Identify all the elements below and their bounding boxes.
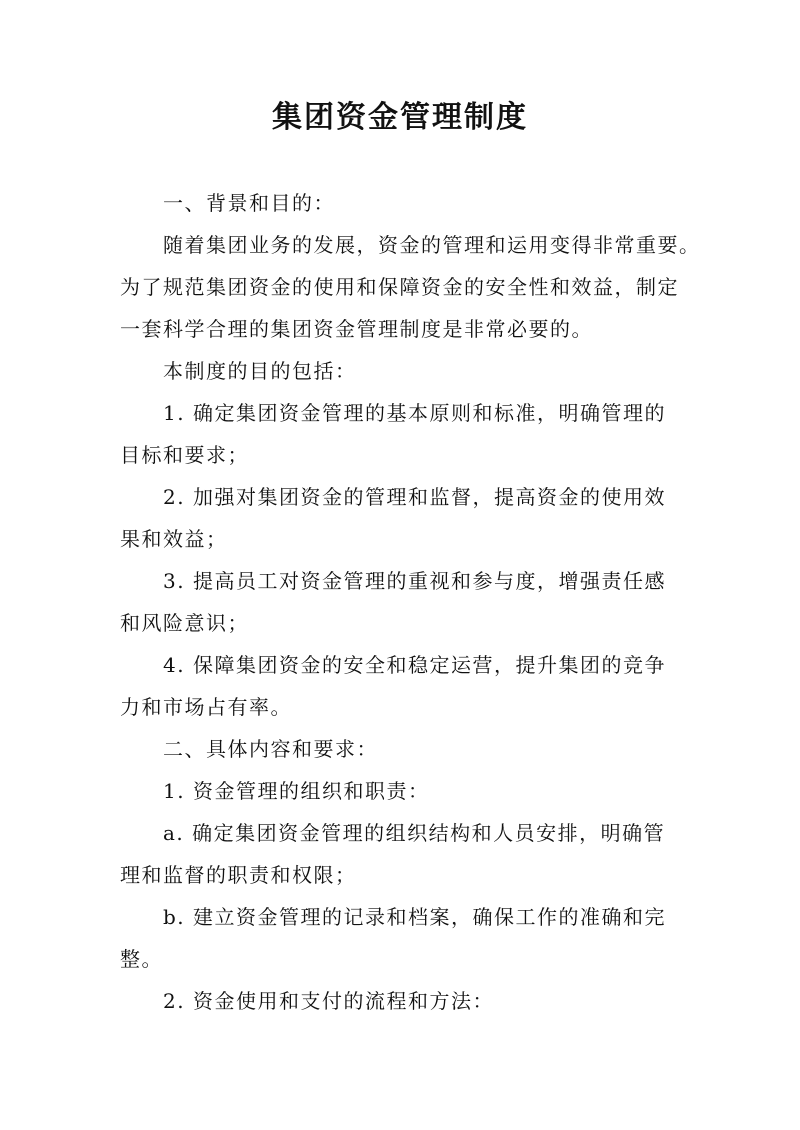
text-line: 二、具体内容和要求： xyxy=(163,737,378,761)
text-line: 3. 提高员工对资金管理的重视和参与度，增强责任感 xyxy=(163,569,666,593)
text-line: 一、背景和目的： xyxy=(163,191,335,215)
text-line: 果和效益； xyxy=(120,527,228,551)
subsection-heading xyxy=(120,770,690,812)
list-item xyxy=(120,812,690,896)
text-line: 理和监督的职责和权限； xyxy=(120,863,357,887)
paragraph xyxy=(120,350,690,392)
text-line: 为了规范集团资金的使用和保障资金的安全性和效益，制定 xyxy=(120,275,679,299)
paragraph xyxy=(120,224,701,350)
text-line: b. 建立资金管理的记录和档案，确保工作的准确和完 xyxy=(163,905,667,929)
text-line: 4. 保障集团资金的安全和稳定运营，提升集团的竞争 xyxy=(163,653,666,677)
list-item xyxy=(120,560,690,644)
text-line: 2. 资金使用和支付的流程和方法： xyxy=(163,989,494,1013)
document-body xyxy=(120,182,701,1022)
list-item xyxy=(120,644,690,728)
text-line: 和风险意识； xyxy=(120,611,249,635)
text-line: a. 确定集团资金管理的组织结构和人员安排，明确管 xyxy=(163,821,666,845)
list-item xyxy=(120,392,690,476)
text-line: 2. 加强对集团资金的管理和监督，提高资金的使用效 xyxy=(163,485,666,509)
text-line: 1. 资金管理的组织和职责： xyxy=(163,779,430,803)
section-heading xyxy=(120,182,690,224)
document-title: 集团资金管理制度 xyxy=(272,100,528,135)
section-heading xyxy=(120,728,690,770)
text-line: 一套科学合理的集团资金管理制度是非常必要的。 xyxy=(120,317,593,341)
list-item xyxy=(120,896,690,980)
text-line: 本制度的目的包括： xyxy=(163,359,357,383)
list-item xyxy=(120,476,690,560)
text-line: 整。 xyxy=(120,947,163,971)
text-line: 1. 确定集团资金管理的基本原则和标准，明确管理的 xyxy=(163,401,666,425)
text-line: 随着集团业务的发展，资金的管理和运用变得非常重要。 xyxy=(163,233,701,257)
text-line: 力和市场占有率。 xyxy=(120,695,292,719)
text-line: 目标和要求； xyxy=(120,443,249,467)
subsection-heading xyxy=(120,980,690,1022)
